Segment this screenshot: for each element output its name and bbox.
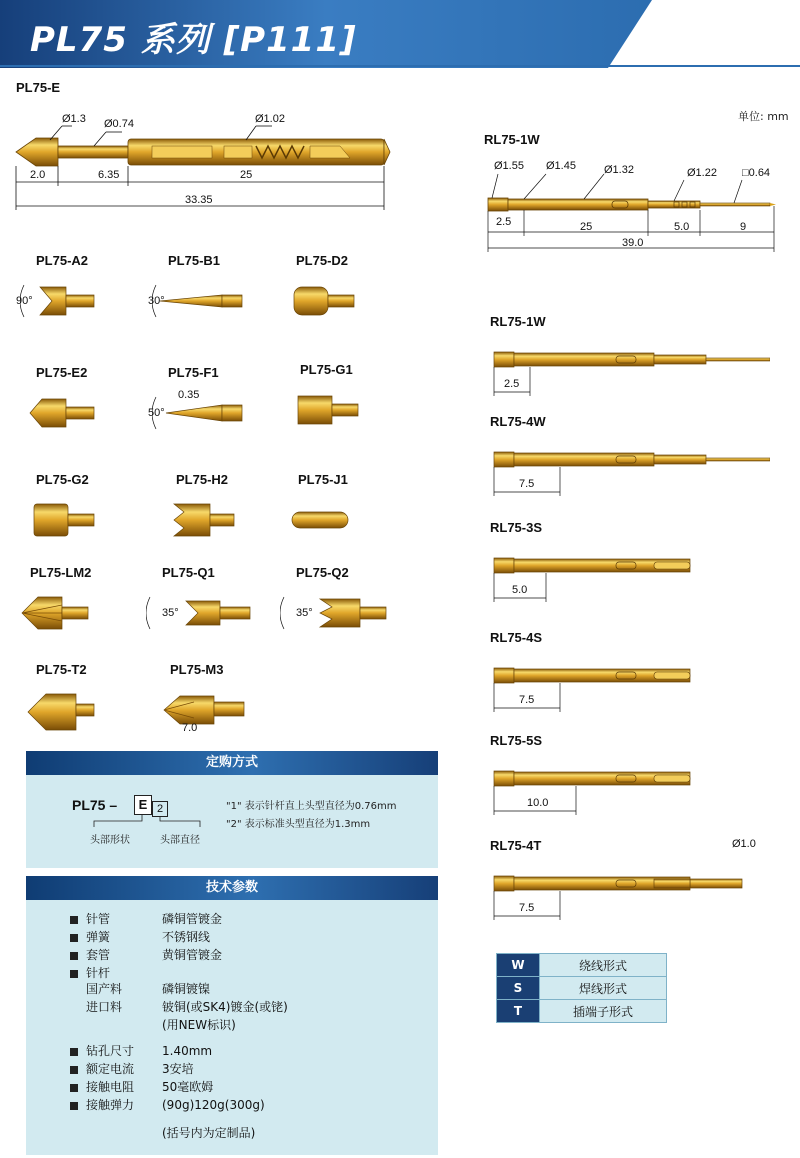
spec-key: 接触电阻: [86, 1080, 135, 1094]
head-drawing: [154, 684, 274, 738]
page-title: PL75 系列 [P111]: [30, 20, 357, 60]
bullet-icon: [70, 1048, 78, 1056]
spec-row: [70, 1124, 255, 1141]
receptacle-dim: 7.5: [519, 694, 535, 706]
rl1w-dim-6: 2.5: [496, 216, 512, 228]
rl1w-dim-8: 5.0: [674, 221, 690, 233]
spec-key: 针管: [86, 912, 111, 926]
head-label: PL75-M3: [170, 662, 224, 677]
head-label: PL75-T2: [36, 662, 87, 677]
head-label: PL75-G2: [36, 472, 89, 487]
spec-key: 钻孔尺寸: [86, 1044, 135, 1058]
legend-desc: 焊线形式: [540, 977, 667, 1000]
head-tip: 0.35: [178, 389, 200, 401]
receptacle-label: RL75-4T: [490, 838, 542, 853]
receptacle-dim: 7.5: [519, 478, 535, 490]
pl75e-dim-5: 6.35: [98, 169, 120, 181]
head-label: PL75-E2: [36, 365, 88, 380]
spec-key: 弹簧: [86, 930, 111, 944]
receptacle-label: RL75-4S: [490, 630, 543, 645]
bullet-icon: [70, 1102, 78, 1110]
rl1w-dim-label: RL75-1W: [484, 132, 540, 147]
spec-panel: [26, 900, 438, 1155]
rl1w-dim-10: 39.0: [622, 237, 644, 249]
head-drawing: [20, 684, 140, 738]
rl1w-dim-3: Ø1.32: [604, 164, 634, 176]
pl75e-dim-3: Ø1.02: [255, 113, 285, 125]
legend-code: S: [497, 977, 540, 1000]
order-note2: "2" 表示标准头型直径为1.3mm: [226, 819, 371, 830]
bullet-icon: [70, 916, 78, 924]
rl1w-dim-4: Ø1.22: [687, 167, 717, 179]
receptacle-drawing: [490, 432, 770, 512]
bullet-icon: [70, 934, 78, 942]
head-label: PL75-J1: [298, 472, 348, 487]
receptacle-label: RL75-3S: [490, 520, 543, 535]
order-title: 定购方式: [26, 751, 438, 775]
spec-value: (用NEW标识): [162, 1018, 236, 1032]
legend-desc: 插端子形式: [540, 1000, 667, 1023]
spec-value: 不锈钢线: [162, 930, 211, 944]
spec-row: [70, 1078, 213, 1095]
head-drawing: [160, 494, 280, 548]
head-drawing: [284, 384, 404, 438]
suffix-legend: [496, 953, 667, 1023]
spec-value: (括号内为定制品): [162, 1126, 256, 1140]
head-drawing: [282, 494, 402, 548]
pl75e-dim-2: Ø0.74: [104, 118, 134, 130]
order-code-e: E: [134, 795, 152, 815]
rl1w-dim-9: 9: [740, 221, 747, 233]
spec-key: 接触弹力: [86, 1098, 135, 1112]
pl75e-dim-6: 25: [240, 169, 253, 181]
receptacle-label: RL75-4W: [490, 414, 546, 429]
order-note1: "1" 表示针杆直上头型直径为0.76mm: [226, 801, 397, 812]
bullet-icon: [70, 952, 78, 960]
legend-row: [497, 1000, 667, 1023]
head-label: PL75-G1: [300, 362, 353, 377]
order-panel: [26, 775, 438, 868]
bullet-icon: [70, 970, 78, 978]
angle-arc: [146, 597, 150, 629]
head-label: PL75-Q2: [296, 565, 349, 580]
spec-value: 铍铜(或SK4)镀金(或铑): [162, 1000, 288, 1014]
spec-row: [70, 1060, 194, 1077]
spec-key: 针杆: [86, 966, 111, 980]
unit-label: 单位: mm: [738, 110, 789, 123]
spec-row: [70, 928, 210, 945]
order-code-2: 2: [152, 801, 168, 817]
legend-desc: 绕线形式: [540, 954, 667, 977]
rl1w-dim-5: □0.64: [742, 167, 771, 179]
head-label: PL75-F1: [168, 365, 219, 380]
receptacle-label: RL75-5S: [490, 733, 543, 748]
head-angle: 35°: [162, 607, 179, 619]
receptacle-dim: 7.5: [519, 902, 535, 914]
head-drawing: [20, 494, 140, 548]
spec-row: [70, 910, 222, 927]
receptacle-label: RL75-1W: [490, 314, 546, 329]
pl75e-dim-7: 33.35: [185, 194, 213, 206]
spec-row: [70, 1042, 212, 1059]
spec-value: 磷铜镀镍: [162, 982, 211, 996]
pl75e-dim-1: Ø1.3: [62, 113, 86, 125]
head-angle: 30°: [148, 295, 165, 307]
spec-key: 套管: [86, 948, 111, 962]
head-label: PL75-A2: [36, 253, 89, 268]
spec-key: 进口料: [86, 1000, 123, 1014]
spec-row: [70, 998, 288, 1015]
spec-row: [70, 1016, 236, 1033]
spec-value: 3安培: [162, 1062, 194, 1076]
receptacle-extra-dim: Ø1.0: [732, 838, 756, 850]
rl1w-dim-2: Ø1.45: [546, 160, 576, 172]
spec-value: 黄铜管镀金: [162, 948, 223, 962]
order-cap2: 头部直径: [160, 835, 200, 846]
order-brackets: [86, 813, 206, 833]
spec-title: 技术参数: [26, 876, 438, 900]
spec-row: [70, 946, 222, 963]
rl1w-dim-1: Ø1.55: [494, 160, 524, 172]
spec-value: 磷铜管镀金: [162, 912, 223, 926]
head-label: PL75-B1: [168, 253, 221, 268]
head-length: 7.0: [182, 722, 198, 734]
receptacle-drawing: [490, 751, 770, 831]
legend-row: [497, 977, 667, 1000]
order-cap1: 头部形状: [90, 835, 130, 846]
header-banner: [0, 0, 800, 68]
head-angle: 90°: [16, 295, 33, 307]
receptacle-dim: 5.0: [512, 584, 528, 596]
head-angle: 35°: [296, 607, 313, 619]
head-label: PL75-D2: [296, 253, 349, 268]
bullet-icon: [70, 1084, 78, 1092]
head-drawing: [20, 387, 140, 441]
head-drawing: [14, 587, 134, 641]
legend-code: W: [497, 954, 540, 977]
spec-value: 1.40mm: [162, 1044, 213, 1058]
angle-arc: [280, 597, 284, 629]
bullet-icon: [70, 1066, 78, 1074]
spec-row: [70, 980, 210, 997]
pl75e-label: PL75-E: [16, 80, 61, 95]
head-angle: 50°: [148, 407, 165, 419]
receptacle-drawing: [490, 648, 770, 728]
receptacle-drawing: [490, 538, 770, 618]
spec-key: 额定电流: [86, 1062, 135, 1076]
legend-code: T: [497, 1000, 540, 1023]
head-drawing: [152, 275, 272, 329]
head-drawing: [152, 387, 272, 441]
head-label: PL75-Q1: [162, 565, 215, 580]
spec-row: [70, 964, 162, 981]
spec-row: [70, 1096, 265, 1113]
receptacle-drawing: [490, 856, 770, 936]
receptacle-dim: 2.5: [504, 378, 520, 390]
spec-value: (90g)120g(300g): [162, 1098, 265, 1112]
order-prefix: PL75 –: [72, 797, 118, 813]
head-drawing: [280, 275, 400, 329]
head-drawing: [20, 275, 140, 329]
spec-value: 50毫欧姆: [162, 1080, 214, 1094]
receptacle-dim: 10.0: [527, 797, 549, 809]
head-label: PL75-LM2: [30, 565, 92, 580]
spec-key: 国产料: [86, 982, 123, 996]
rl1w-dim-7: 25: [580, 221, 593, 233]
pl75e-dim-4: 2.0: [30, 169, 46, 181]
head-label: PL75-H2: [176, 472, 229, 487]
receptacle-drawing: [490, 332, 770, 412]
legend-row: [497, 954, 667, 977]
